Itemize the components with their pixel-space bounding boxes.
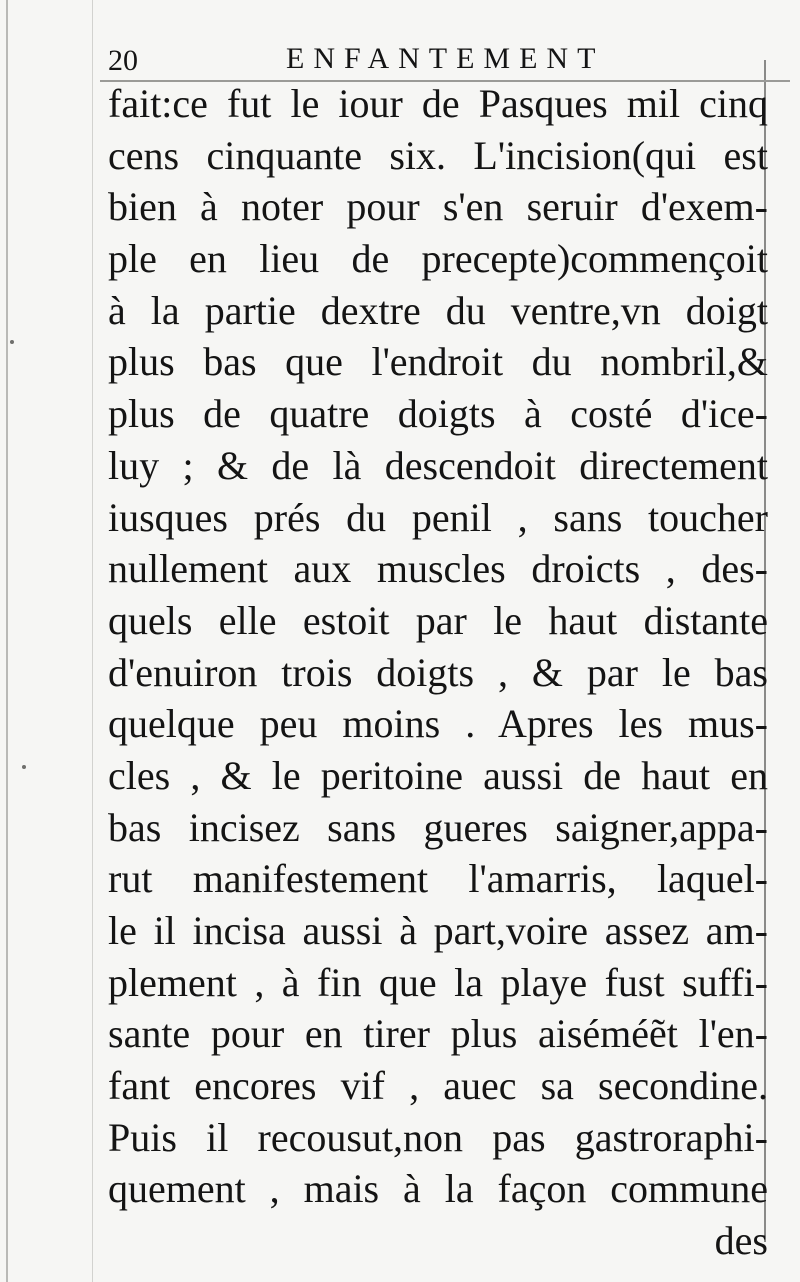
text-line: bien à noter pour s'en seruir d'exem- xyxy=(108,184,768,230)
text-line: ple en lieu de precepte)commençoit xyxy=(108,236,768,282)
text-line: fant encores vif , auec sa secondine. xyxy=(108,1063,768,1109)
running-title: ENFANTEMENT xyxy=(286,42,605,75)
text-line: d'enuiron trois doigts , & par le bas xyxy=(108,649,768,695)
text-line: plement , à fin que la playe fust suffi- xyxy=(108,959,768,1005)
catchword: des xyxy=(714,1218,768,1264)
page-number: 20 xyxy=(108,44,138,77)
ink-speck xyxy=(22,765,26,769)
text-line: fait:ce fut le iour de Pasques mil cinq xyxy=(108,81,768,126)
text-line: sante pour en tirer plus aiséméẽt l'en- xyxy=(108,1011,768,1057)
text-line: Puis il recousut,non pas gastroraphi- xyxy=(108,1114,768,1160)
gutter-line xyxy=(92,0,93,1282)
ink-speck xyxy=(10,340,14,344)
text-line: luy ; & de là descendoit directement xyxy=(108,442,768,488)
running-head xyxy=(108,38,668,80)
text-line: quelque peu moins . Apres les mus- xyxy=(108,701,768,747)
page-left-edge xyxy=(6,0,8,1282)
text-line: plus bas que l'endroit du nombril,& xyxy=(108,339,768,385)
text-line: rut manifestement l'amarris, laquel- xyxy=(108,856,768,902)
text-line: plus de quatre doigts à costé d'ice- xyxy=(108,391,768,437)
text-line: quels elle estoit par le haut distante xyxy=(108,597,768,643)
text-line: bas incisez sans gueres saigner,appa- xyxy=(108,804,768,850)
text-line: nullement aux muscles droicts , des- xyxy=(108,546,768,592)
text-line: iusques prés du penil , sans toucher xyxy=(108,494,768,540)
text-line: cens cinquante six. L'incision(qui est xyxy=(108,132,768,178)
text-line: le il incisa aussi à part,voire assez am- xyxy=(108,908,768,953)
text-line: à la partie dextre du ventre,vn doigt xyxy=(108,287,768,333)
text-line: cles , & le peritoine aussi de haut en xyxy=(108,752,768,798)
body-text xyxy=(108,78,768,1267)
text-line: quement , mais à la façon commune xyxy=(108,1166,768,1212)
